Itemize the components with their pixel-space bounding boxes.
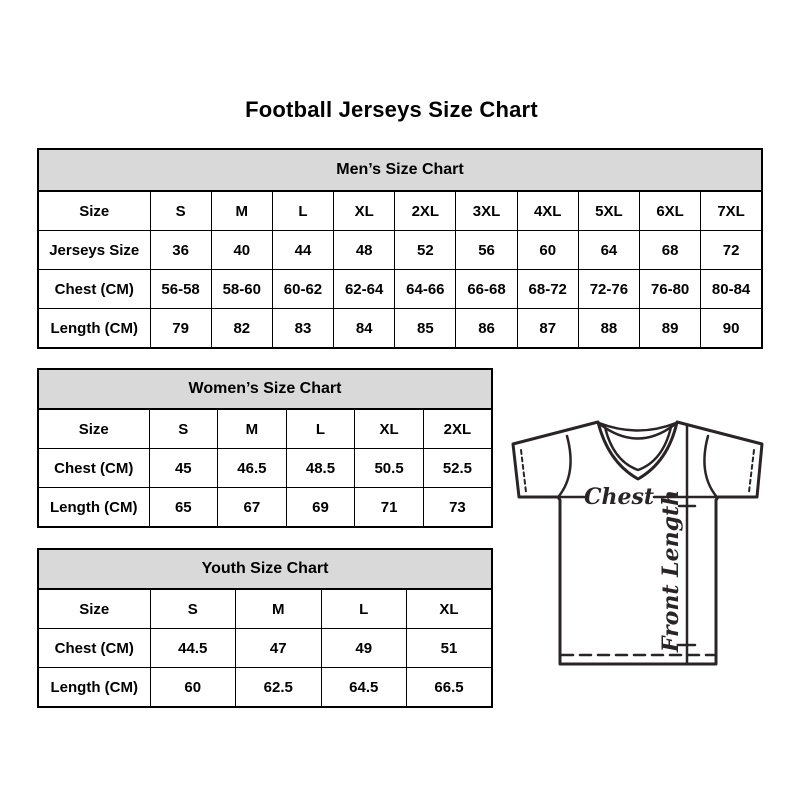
table-cell: 48.5 [286, 449, 355, 488]
table-cell: 60 [517, 231, 578, 270]
table-cell: XL [334, 191, 395, 231]
table-cell: 69 [286, 488, 355, 528]
table-cell: 2XL [423, 409, 492, 449]
table-cell: 60 [150, 668, 236, 708]
table-cell: 72-76 [578, 270, 639, 309]
youth-table-title: Youth Size Chart [38, 549, 492, 589]
row-label: Size [38, 589, 150, 629]
table-cell: 73 [423, 488, 492, 528]
table-cell: 5XL [578, 191, 639, 231]
table-cell: 82 [211, 309, 272, 349]
table-cell: 46.5 [218, 449, 287, 488]
table-cell: 51 [407, 629, 493, 668]
table-cell: 80-84 [701, 270, 762, 309]
row-label: Size [38, 191, 150, 231]
table-cell: 67 [218, 488, 287, 528]
table-cell: L [272, 191, 333, 231]
table-cell: 3XL [456, 191, 517, 231]
table-cell: 6XL [640, 191, 701, 231]
table-cell: 66.5 [407, 668, 493, 708]
table-cell: M [211, 191, 272, 231]
table-cell: 88 [578, 309, 639, 349]
table-cell: 65 [149, 488, 218, 528]
table-cell: 40 [211, 231, 272, 270]
table-cell: M [236, 589, 322, 629]
table-cell: 49 [321, 629, 407, 668]
row-label: Length (CM) [38, 488, 149, 528]
table-cell: S [150, 191, 211, 231]
table-cell: 58-60 [211, 270, 272, 309]
table-cell: 7XL [701, 191, 762, 231]
table-cell: 44 [272, 231, 333, 270]
table-cell: S [150, 589, 236, 629]
table-cell: S [149, 409, 218, 449]
table-cell: XL [407, 589, 493, 629]
row-label: Jerseys Size [38, 231, 150, 270]
table-cell: 84 [334, 309, 395, 349]
row-label: Length (CM) [38, 668, 150, 708]
table-cell: 56-58 [150, 270, 211, 309]
table-cell: M [218, 409, 287, 449]
table-cell: L [321, 589, 407, 629]
chest-label: Chest [583, 484, 655, 510]
table-cell: 66-68 [456, 270, 517, 309]
table-cell: L [286, 409, 355, 449]
table-cell: 52 [395, 231, 456, 270]
table-cell: 64.5 [321, 668, 407, 708]
table-cell: 47 [236, 629, 322, 668]
mens-table-title: Men’s Size Chart [38, 149, 762, 191]
table-cell: 68-72 [517, 270, 578, 309]
table-cell: 62.5 [236, 668, 322, 708]
table-cell: 45 [149, 449, 218, 488]
table-cell: 50.5 [355, 449, 424, 488]
row-label: Chest (CM) [38, 449, 149, 488]
row-label: Size [38, 409, 149, 449]
table-cell: 72 [701, 231, 762, 270]
table-cell: 2XL [395, 191, 456, 231]
table-cell: 90 [701, 309, 762, 349]
table-cell: 60-62 [272, 270, 333, 309]
table-cell: 36 [150, 231, 211, 270]
table-cell: 79 [150, 309, 211, 349]
table-cell: 85 [395, 309, 456, 349]
womens-table-title: Women’s Size Chart [38, 369, 492, 409]
row-label: Chest (CM) [38, 270, 150, 309]
table-cell: 56 [456, 231, 517, 270]
table-cell: 44.5 [150, 629, 236, 668]
row-label: Length (CM) [38, 309, 150, 349]
table-cell: 62-64 [334, 270, 395, 309]
table-cell: 52.5 [423, 449, 492, 488]
collar-back-arc [599, 423, 676, 431]
table-cell: 68 [640, 231, 701, 270]
page-title: Football Jerseys Size Chart [245, 97, 538, 122]
jersey-outline-shape [513, 422, 762, 664]
table-cell: 64 [578, 231, 639, 270]
table-cell: 86 [456, 309, 517, 349]
table-cell: 64-66 [395, 270, 456, 309]
table-cell: 48 [334, 231, 395, 270]
table-cell: 71 [355, 488, 424, 528]
table-cell: 4XL [517, 191, 578, 231]
table-cell: XL [355, 409, 424, 449]
table-cell: 76-80 [640, 270, 701, 309]
table-cell: 89 [640, 309, 701, 349]
table-cell: 87 [517, 309, 578, 349]
front-length-label: Front Length [658, 489, 684, 653]
row-label: Chest (CM) [38, 629, 150, 668]
table-cell: 83 [272, 309, 333, 349]
